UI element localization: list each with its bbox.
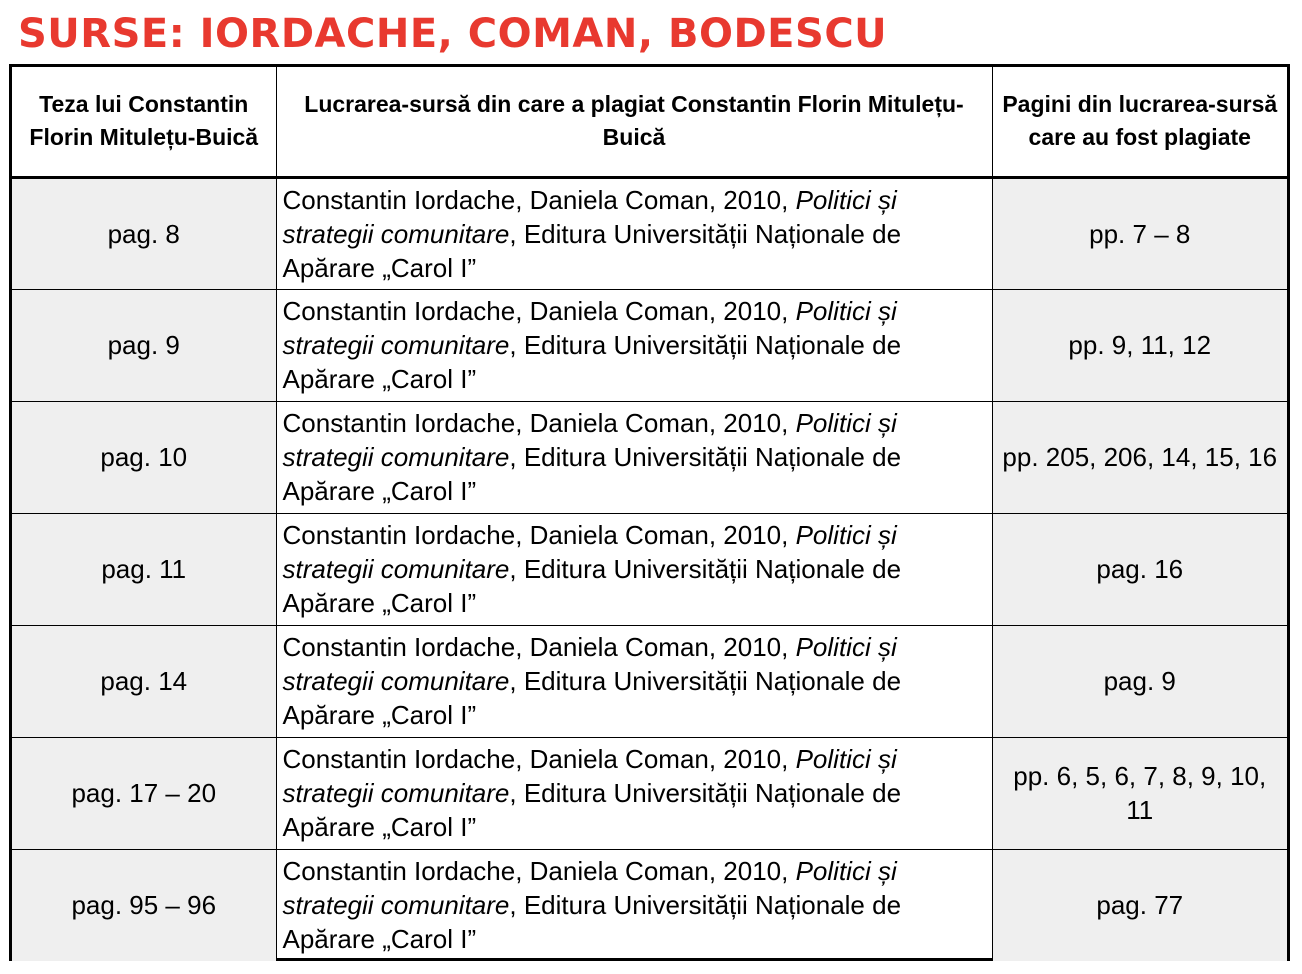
source-work-cell (276, 737, 992, 849)
page-title: SURSE: IORDACHE, COMAN, BODESCU (18, 11, 888, 57)
table-row (12, 849, 1287, 961)
source-authors: Constantin Iordache, Daniela Coman, 2010, (282, 856, 796, 887)
source-title: Politici și strategii comunitare (282, 184, 897, 249)
source-title: Politici și strategii comunitare (282, 296, 897, 360)
source-title: Politici și strategii comunitare (282, 744, 897, 808)
source-title: Politici și strategii comunitare (282, 408, 897, 472)
table-row (12, 177, 1287, 289)
thesis-page-cell: pag. 95 – 96 (12, 849, 276, 961)
source-publisher: , Editura Universității Naționale de Apărare „Carol I” (282, 778, 902, 842)
source-work-cell (276, 177, 992, 289)
header-source-work: Lucrarea-sursă din care a plagiat Constantin Florin Mitulețu-Buică (276, 67, 992, 177)
thesis-page-cell: pag. 14 (12, 625, 276, 737)
header-row (12, 67, 1287, 177)
table-header (12, 67, 1287, 177)
sources-table (12, 67, 1287, 961)
source-title: Politici și strategii comunitare (282, 856, 897, 921)
source-publisher: , Editura Universității Naționale de Apărare „Carol I” (282, 330, 902, 394)
thesis-page-cell: pag. 10 (12, 401, 276, 513)
header-thesis-page: Teza lui Constantin Florin Mitulețu-Buică (12, 67, 276, 177)
table-row (12, 401, 1287, 513)
source-authors: Constantin Iordache, Daniela Coman, 2010, (282, 184, 796, 215)
thesis-page-cell: pag. 11 (12, 513, 276, 625)
source-publisher: , Editura Universității Naționale de Apărare „Carol I” (282, 218, 902, 283)
source-publisher: , Editura Universității Naționale de Apărare „Carol I” (282, 442, 902, 506)
table-row (12, 625, 1287, 737)
table-body (12, 177, 1287, 961)
source-pages-cell: pp. 6, 5, 6, 7, 8, 9, 10, 11 (992, 737, 1287, 849)
plagiarism-table (9, 64, 1290, 961)
source-title: Politici și strategii comunitare (282, 520, 897, 584)
source-authors: Constantin Iordache, Daniela Coman, 2010, (282, 408, 796, 438)
source-pages-cell: pp. 7 – 8 (992, 177, 1287, 289)
header-source-pages: Pagini din lucrarea-sursă care au fost plagiate (992, 67, 1287, 177)
source-authors: Constantin Iordache, Daniela Coman, 2010, (282, 744, 796, 774)
source-pages-cell: pp. 9, 11, 12 (992, 289, 1287, 401)
thesis-page-cell: pag. 17 – 20 (12, 737, 276, 849)
source-work-cell (276, 289, 992, 401)
source-publisher: , Editura Universității Naționale de Apărare „Carol I” (282, 666, 902, 730)
table-row (12, 737, 1287, 849)
source-work-cell (276, 401, 992, 513)
source-authors: Constantin Iordache, Daniela Coman, 2010, (282, 632, 796, 662)
source-authors: Constantin Iordache, Daniela Coman, 2010, (282, 296, 796, 326)
source-work-cell (276, 625, 992, 737)
source-title: Politici și strategii comunitare (282, 632, 897, 696)
source-work-cell (276, 513, 992, 625)
source-pages-cell: pag. 77 (992, 849, 1287, 961)
thesis-page-cell: pag. 9 (12, 289, 276, 401)
source-publisher: , Editura Universității Naționale de Apărare „Carol I” (282, 554, 902, 618)
thesis-page-cell: pag. 8 (12, 177, 276, 289)
source-work-cell (276, 849, 992, 961)
source-publisher: , Editura Universității Naționale de Apărare „Carol I” (282, 890, 902, 955)
source-authors: Constantin Iordache, Daniela Coman, 2010, (282, 520, 796, 550)
table-row (12, 289, 1287, 401)
source-pages-cell: pag. 16 (992, 513, 1287, 625)
table-row (12, 513, 1287, 625)
source-pages-cell: pp. 205, 206, 14, 15, 16 (992, 401, 1287, 513)
source-pages-cell: pag. 9 (992, 625, 1287, 737)
